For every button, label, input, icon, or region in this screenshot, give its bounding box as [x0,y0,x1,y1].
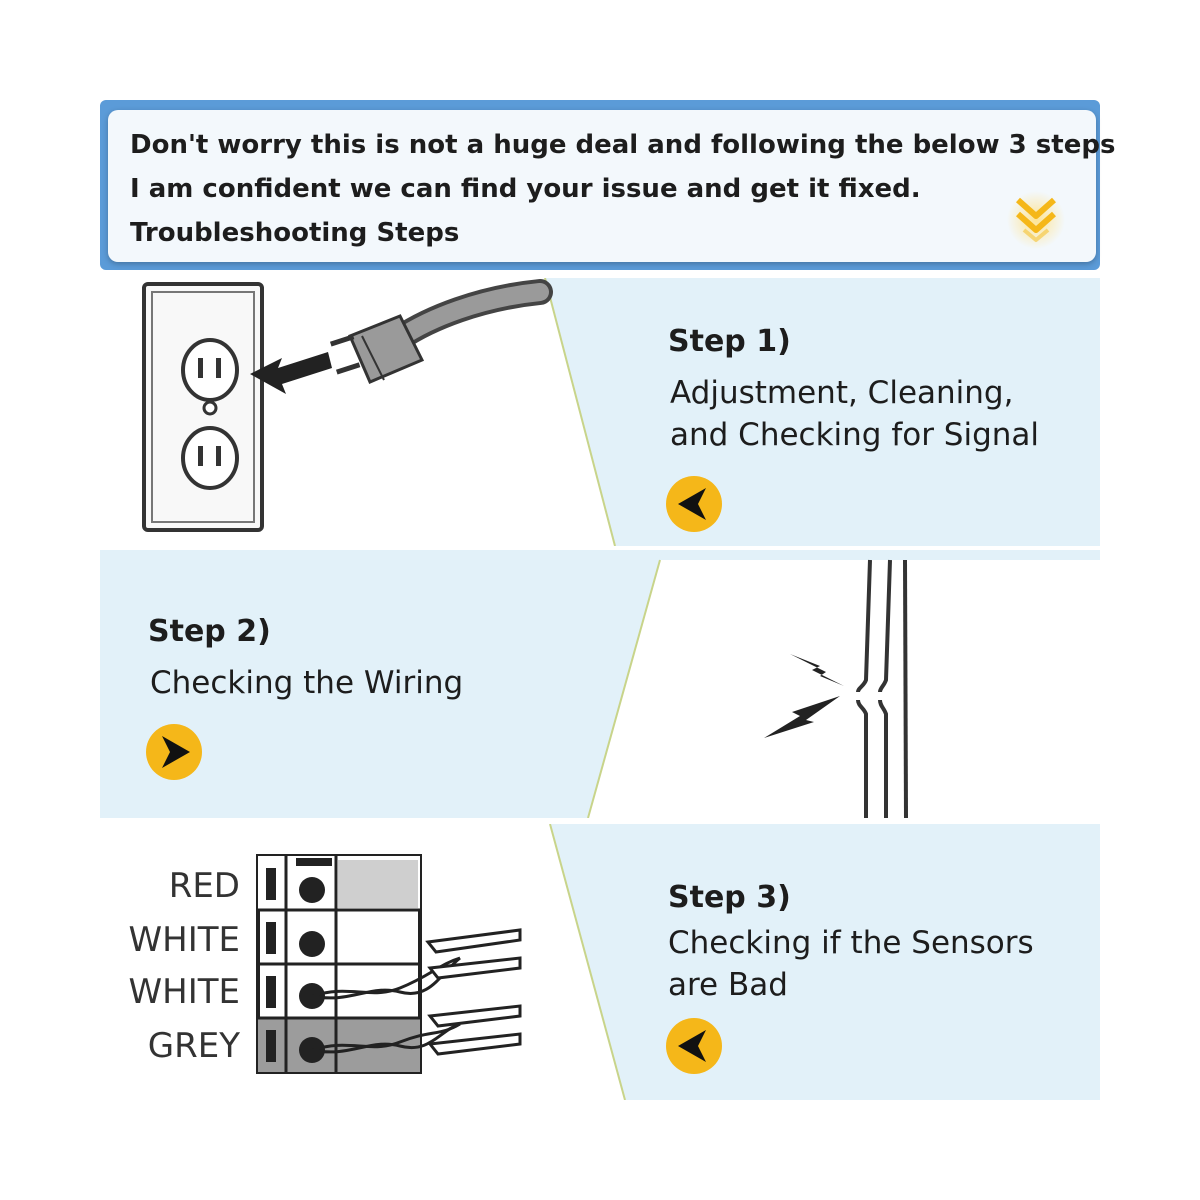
step-1-desc-line-1: Adjustment, Cleaning, [670,375,1014,411]
step-2-title: Step 2) [148,614,271,649]
step-3-panel [100,824,1100,1100]
wire-label-grey: GREY [147,1026,240,1066]
wire-label-white-2: WHITE [128,972,240,1012]
step-1-description [670,372,1039,456]
step-1-panel [100,278,1100,546]
step-2-panel [100,550,1100,818]
wall-outlet-icon [144,284,262,530]
step-1-title: Step 1) [668,324,791,359]
intro-box [108,110,1116,262]
arrow-left-icon[interactable] [666,1018,722,1074]
intro-line-2: I am confident we can find your issue and get it fixed. [130,174,921,204]
terminal-block-icon [258,856,420,1072]
step-3-description [668,922,1034,1006]
intro-heading: Troubleshooting Steps [130,218,460,248]
wire-label-white-1: WHITE [128,920,240,960]
step-3-title: Step 3) [668,880,791,915]
intro-line-1: Don't worry this is not a huge deal and following the below 3 steps [130,130,1116,160]
arrow-left-icon[interactable] [666,476,722,532]
double-chevron-down-icon [1006,190,1066,250]
intro-banner [100,100,1116,270]
step-2-desc-line-1: Checking the Wiring [150,665,464,701]
wire-label-red: RED [168,866,240,906]
step-3-desc-line-2: are Bad [668,967,788,1003]
arrow-right-icon[interactable] [146,724,202,780]
step-1-desc-line-2: and Checking for Signal [670,417,1040,453]
step-2-description [150,662,463,704]
step-3-desc-line-1: Checking if the Sensors [668,925,1034,961]
